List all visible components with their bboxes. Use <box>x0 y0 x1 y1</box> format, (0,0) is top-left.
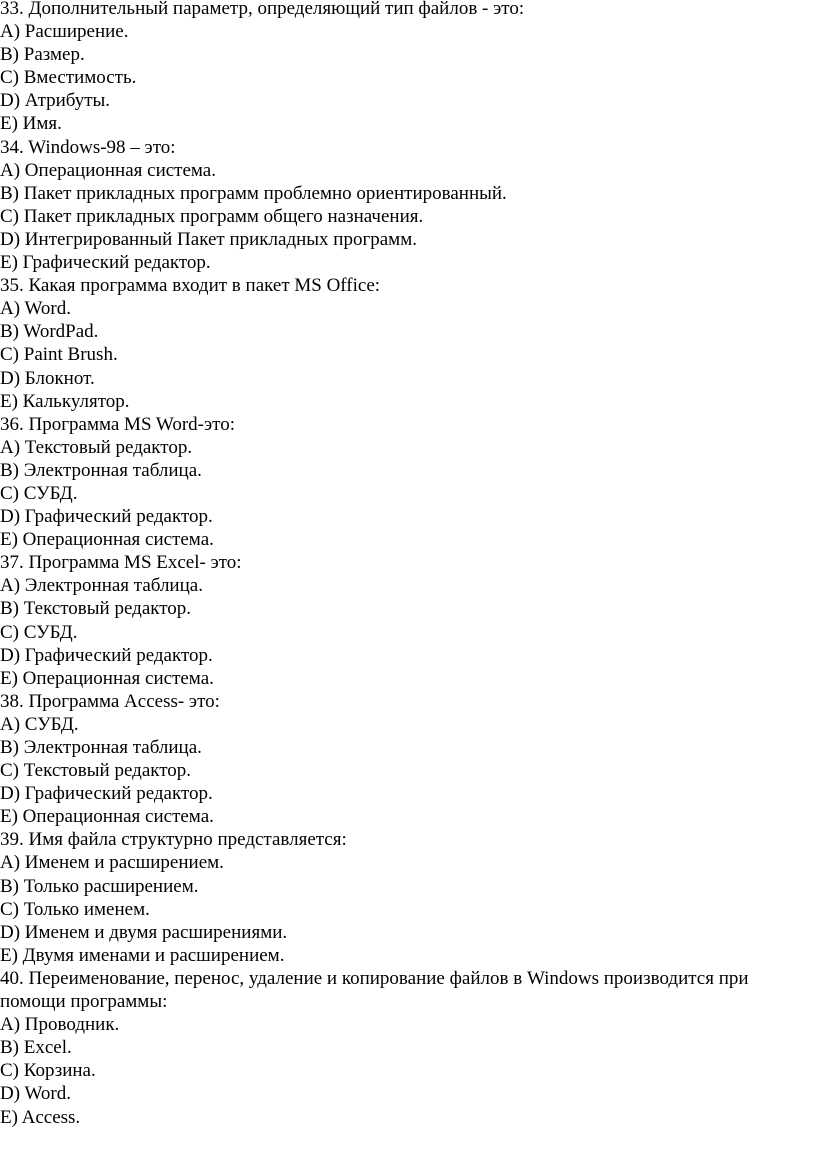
question-text: 39. Имя файла структурно представляется: <box>0 829 347 851</box>
option-b: B) Электронная таблица. <box>0 737 202 758</box>
question-33 <box>0 0 810 136</box>
option-d: D) Блокнот. <box>0 367 95 389</box>
question-text: 34. Windows-98 – это: <box>0 136 176 158</box>
option-c: C) СУБД. <box>0 482 78 504</box>
question-text: 36. Программа MS Word-это: <box>0 413 235 435</box>
question-35 <box>0 274 810 413</box>
question-34 <box>0 136 810 275</box>
question-38 <box>0 690 810 829</box>
option-d: D) Графический редактор. <box>0 506 213 528</box>
option-b: B) Электронная таблица. <box>0 459 202 481</box>
option-c: C) Текстовый редактор. <box>0 760 192 782</box>
option-c: C) Только именем. <box>0 898 150 920</box>
option-c: C) Корзина. <box>0 1060 96 1082</box>
option-a: A) Операционная система. <box>0 159 216 181</box>
option-e: E) Операционная система. <box>0 806 214 828</box>
option-c: C) Пакет прикладных программ общего назначения. <box>0 205 424 227</box>
option-b: B) Только расширением. <box>0 875 199 897</box>
option-b: B) Пакет прикладных программ проблемно ориентированный. <box>0 182 507 204</box>
option-a: A) Текстовый редактор. <box>0 436 193 458</box>
option-e: E) Access. <box>0 1106 81 1128</box>
question-text: 37. Программа MS Excel- это: <box>0 552 242 574</box>
option-a: A) Расширение. <box>0 21 129 43</box>
question-39 <box>0 828 810 967</box>
option-b: B) Размер. <box>0 44 85 66</box>
question-36 <box>0 413 810 552</box>
option-b: B) Текстовый редактор. <box>0 598 192 620</box>
option-a: A) Электронная таблица. <box>0 575 203 597</box>
option-c: C) Paint Brush. <box>0 344 118 366</box>
option-d: D) Именем и двумя расширениями. <box>0 921 288 943</box>
option-e: E) Операционная система. <box>0 529 214 551</box>
option-e: E) Графический редактор. <box>0 252 211 274</box>
question-text: 38. Программа Access- это: <box>0 690 220 712</box>
option-d: D) Графический редактор. <box>0 783 213 805</box>
option-d: D) Word. <box>0 1083 71 1105</box>
option-d: D) Интегрированный Пакет прикладных программ. <box>0 228 417 250</box>
option-d: D) Графический редактор. <box>0 644 213 666</box>
option-d: D) Атрибуты. <box>0 90 111 112</box>
option-c: C) СУБД. <box>0 621 78 643</box>
question-text: 35. Какая программа входит в пакет MS Office: <box>0 275 381 297</box>
option-a: A) СУБД. <box>0 713 79 735</box>
option-b: B) Excel. <box>0 1037 72 1059</box>
option-e: E) Калькулятор. <box>0 390 130 412</box>
option-a: A) Word. <box>0 298 71 320</box>
option-b: B) WordPad. <box>0 321 99 343</box>
option-a: A) Проводник. <box>0 1014 120 1036</box>
option-a: A) Именем и расширением. <box>0 852 224 874</box>
question-37 <box>0 551 810 690</box>
option-c: C) Вместимость. <box>0 67 137 89</box>
question-text: 40. Переименование, перенос, удаление и копирование файлов в Windows производится при помощи программы: <box>0 967 749 1013</box>
question-text: 33. Дополнительный параметр, определяющий тип файлов - это: <box>0 0 525 19</box>
question-40 <box>0 967 810 1129</box>
option-e: E) Операционная система. <box>0 667 214 689</box>
option-e: E) Имя. <box>0 113 62 135</box>
option-e: E) Двумя именами и расширением. <box>0 944 285 966</box>
